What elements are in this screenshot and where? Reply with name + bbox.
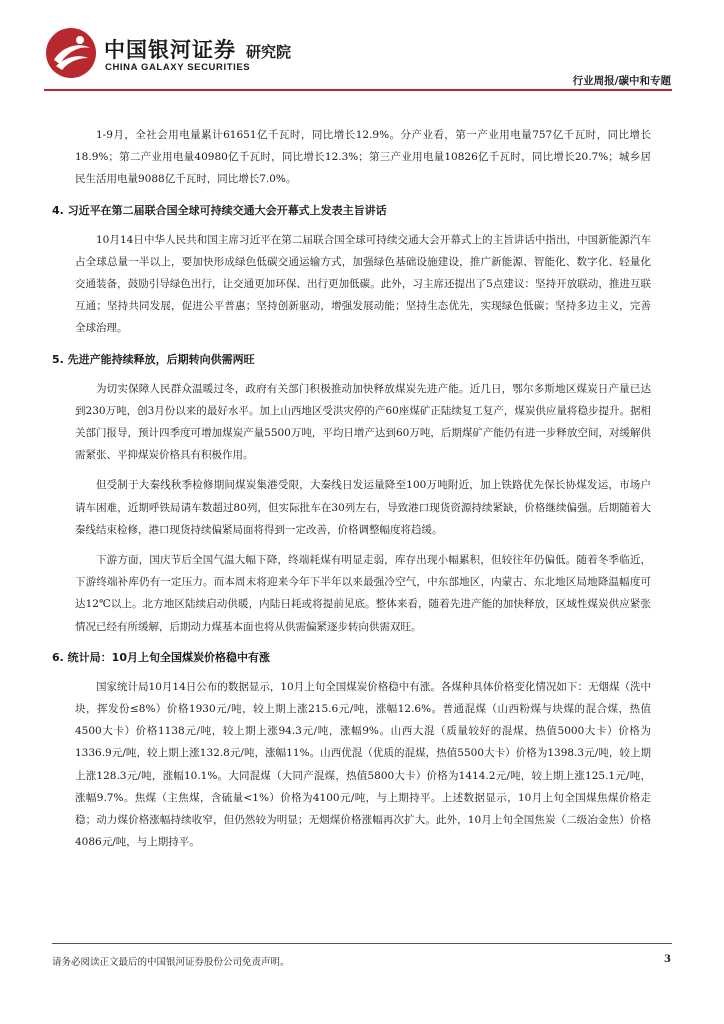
disclaimer-text: 请务必阅读正文最后的中国银河证券股份公司免责声明。	[52, 957, 290, 968]
paragraph-capacity-release: 为切实保障人民群众温暖过冬，政府有关部门积极推动加快释放煤炭先进产能。近几日，鄂尔多斯地区煤炭日产量已达到230万吨，创3月份以来的最好水平。加上山西地区受洪灾停的产60座煤矿正陆续复工复产，煤炭供应量将稳步提升。据相关部门报导，预计四季度可增加煤炭产量5500万吨，平均日增产达到60万吨，后期煤矿产能仍有进一步释放空间，对缓解供需紧张、平抑煤炭价格具有积极作用。	[75, 382, 651, 462]
paragraph-daqin-line: 但受制于大秦线秋季检修期间煤炭集港受限，大秦线日发运量降至100万吨附近，加上铁路优先保长协煤发运，市场户请车困难，近期呼铁局请车数超过80列，但实际批车在30列左右，导致港口现货资源持续紧缺，价格继续偏强。后期随着大秦线结束检修，港口现货持续偏紧局面将得到一定改善，价格调整幅度将趋缓。	[75, 479, 651, 536]
report-body	[52, 124, 651, 853]
section-heading-5: 5. 先进产能持续释放，后期转向供需两旺	[52, 352, 255, 366]
brand-name-en: CHINA GALAXY SECURITIES	[105, 62, 251, 73]
page-number: 3	[664, 954, 671, 965]
paragraph-transport-speech: 10月14日中华人民共和国主席习近平在第二届联合国全球可持续交通大会开幕式上的主旨讲话中指出，中国新能源汽车占全球总量一半以上，要加快形成绿色低碳交通运输方式，加强绿色基础设施建设，推广新能源、智能化、数字化、轻量化交通装备，鼓励引导绿色出行，让交通更加环保、出行更加低碳。此外，习主席还提出了5点建议：坚持开放联动，推进互联互通；坚持共同发展，促进公平普惠；坚持创新驱动，增强发展动能；坚持生态优先，实现绿色低碳；坚持多边主义，完善全球治理。	[75, 233, 651, 335]
paragraph-coal-prices: 国家统计局10月14日公布的数据显示，10月上旬全国煤炭价格稳中有涨。各煤种具体价格变化情况如下：无烟煤（洗中块，挥发份≤8%）价格1930元/吨，较上期上涨215.6元/吨，涨幅12.6%。普通混煤（山西粉煤与块煤的混合煤，热值4500大卡）价格1138元/吨，较上期上涨94.3元/吨，涨幅9%。山西大混（质量较好的混煤，热值5000大卡）价格为1336.9元/吨，较上期上涨132.8元/吨，涨幅11%。山西优混（优质的混煤，热值5500大卡）价格为1398.3元/吨，较上期上涨128.3元/吨，涨幅10.1%。大同混煤（大同产混煤，热值5800大卡）价格为1414.2元/吨，较上期上涨125.1元/吨，涨幅9.7%。焦煤（主焦煤，含硫量<1%）价格为4100元/吨，与上期持平。上述数据显示，10月上旬全国煤焦煤价格走稳；动力煤价格涨幅持续收窄，但仍然较为明显；无烟煤价格涨幅再次扩大。此外，10月上旬全国焦炭（二级冶金焦）价格4086元/吨，与上期持平。	[75, 680, 651, 849]
footer-divider	[52, 943, 672, 944]
report-type: 行业周报/碳中和专题	[572, 75, 671, 87]
section-heading-6: 6. 统计局：10月上旬全国煤炭价格稳中有涨	[52, 650, 270, 664]
institute-label: 研究院	[246, 43, 292, 61]
brand-name-cn: 中国银河证券	[104, 38, 236, 62]
header-divider	[44, 89, 672, 91]
section-heading-4: 4. 习近平在第二届联合国全球可持续交通大会开幕式上发表主旨讲话	[52, 203, 387, 217]
page-header	[0, 0, 724, 96]
galaxy-logo-icon	[44, 26, 98, 80]
paragraph-downstream: 下游方面，国庆节后全国气温大幅下降，终端耗煤有明显走弱，库存出现小幅累积，但较往年仍偏低。随着冬季临近，下游终端补库仍有一定压力。而本周末将迎来今年下半年以来最强冷空气，中东部地区，内蒙古、东北地区局地降温幅度可达12℃以上。北方地区陆续启动供暖，内陆日耗或将提前见底。整体来看，随着先进产能的加快释放，区域性煤炭供应紧张情况已经有所缓解，后期动力煤基本面也将从供需偏紧逐步转向供需双旺。	[75, 554, 651, 633]
paragraph-electricity: 1-9月，全社会用电量累计61651亿千瓦时，同比增长12.9%。分产业看，第一产业用电量757亿千瓦时，同比增长18.9%；第二产业用电量40980亿千瓦时，同比增长12.3%；第三产业用电量10826亿千瓦时，同比增长20.7%；城乡居民生活用电量9088亿千瓦时，同比增长7.0%。	[75, 129, 651, 186]
